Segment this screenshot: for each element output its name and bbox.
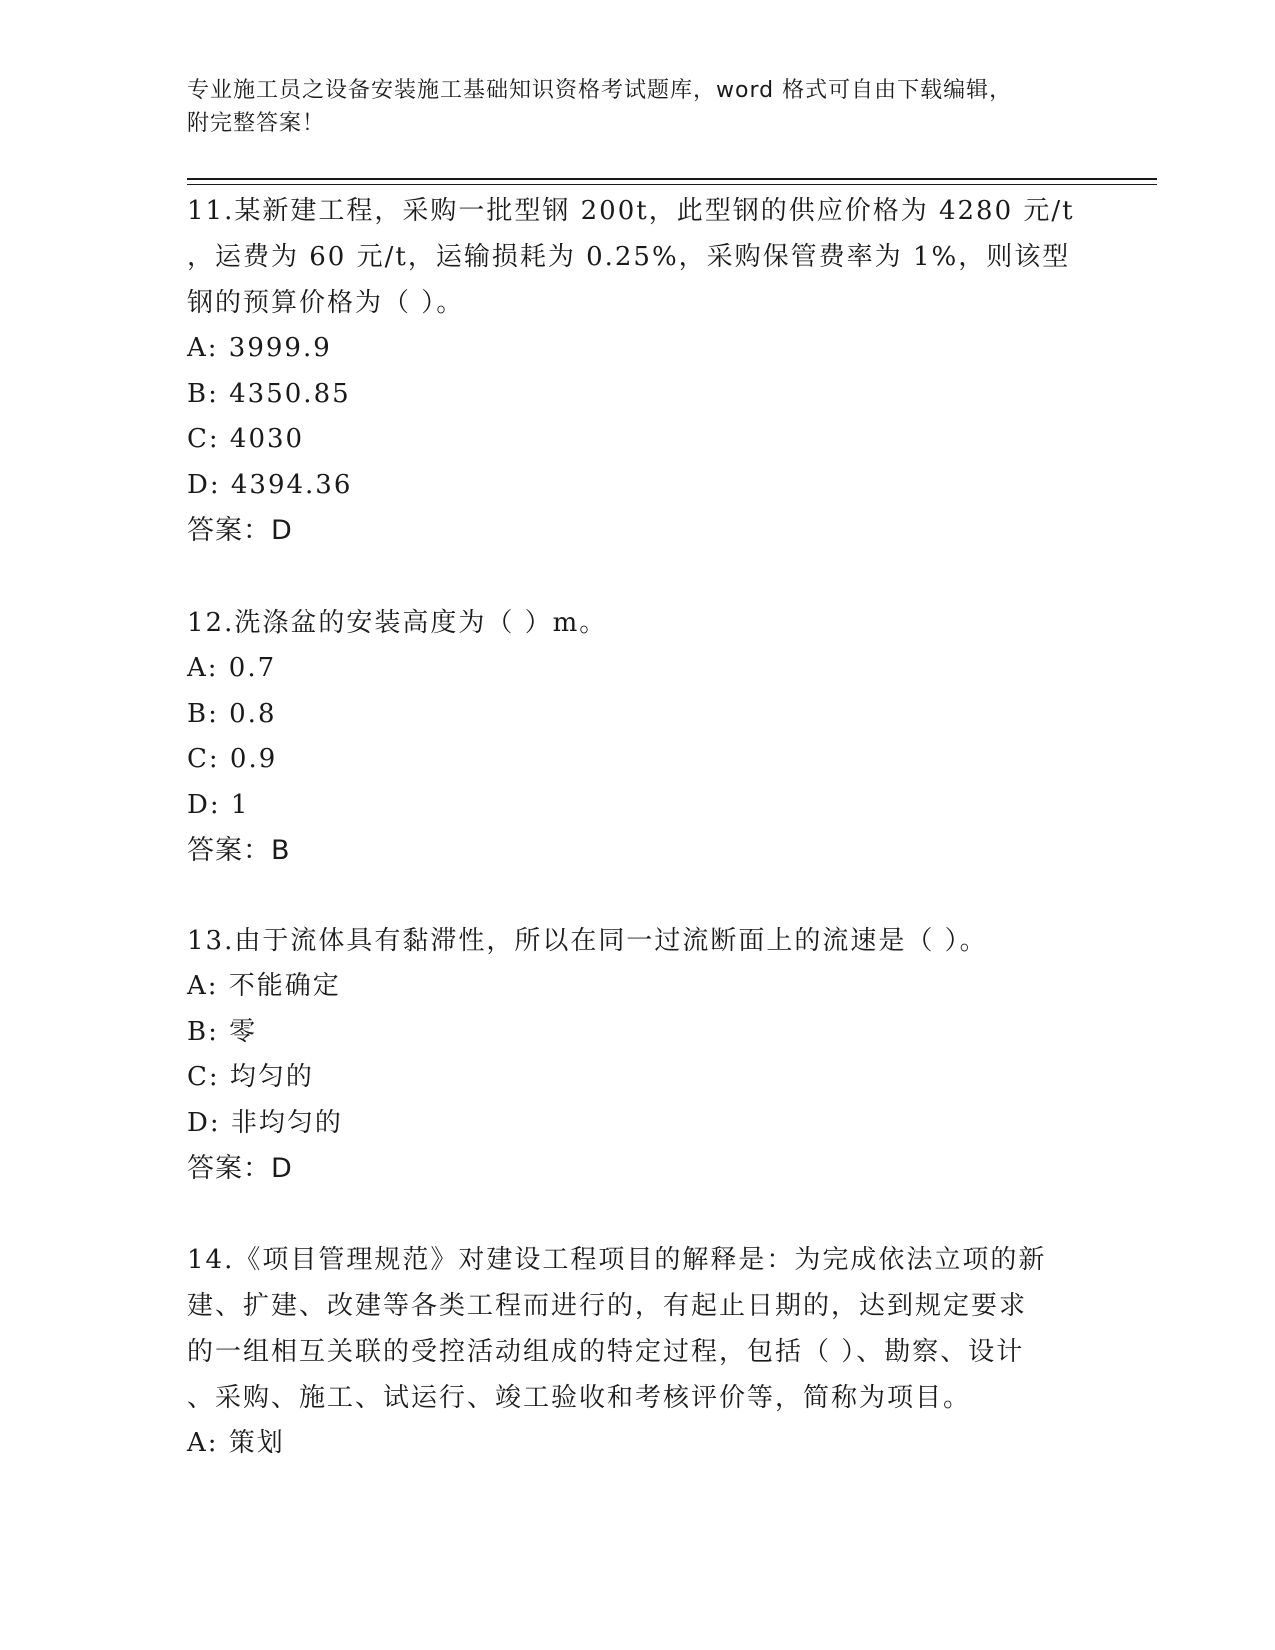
- document-header: 专业施工员之设备安装施工基础知识资格考试题库，word 格式可自由下载编辑， 附完整答案！: [187, 78, 1013, 136]
- question-stem: 14.《项目管理规范》对建设工程项目的解释是：为完成依法立项的新 建、扩建、改建等各类工程而进行的，有起止日期的，达到规定要求 的一组相互关联的受控活动组成的特定过程，包括（ ）、勘察、设计 、采购、施工、试运行、竣工验收和考核评价等，简称为项目。: [187, 1245, 1047, 1413]
- question-stem: 11.某新建工程，采购一批型钢 200t，此型钢的供应价格为 4280 元/t ，运费为 60 元/t，运输损耗为 0.25%，采购保管费率为 1%，则该型 钢的预算价格为（ ）。: [187, 196, 1075, 318]
- question-stem: 13.由于流体具有黏滞性，所以在同一过流断面上的流速是（ ）。: [187, 926, 988, 956]
- option-b: B: 4350.85: [187, 378, 351, 409]
- question-11: [187, 188, 1087, 554]
- answer: 答案：B: [187, 835, 291, 866]
- option-c: C: 0.9: [187, 744, 278, 774]
- question-stem: 12.洗涤盆的安装高度为（ ）m。: [187, 608, 608, 638]
- option-a: A: 策划: [187, 1428, 285, 1458]
- question-12: [187, 600, 1087, 874]
- answer: 答案：D: [187, 1153, 293, 1184]
- option-c: C: 均匀的: [187, 1062, 314, 1092]
- header-divider-thin: [187, 184, 1157, 185]
- option-b: B: 零: [187, 1016, 258, 1047]
- option-c: C: 4030: [187, 424, 305, 454]
- option-a: A: 不能确定: [187, 971, 341, 1001]
- option-b: B: 0.8: [187, 698, 277, 729]
- option-d: D: 非均匀的: [187, 1107, 343, 1138]
- option-a: A: 0.7: [187, 653, 277, 683]
- option-a: A: 3999.9: [187, 333, 332, 363]
- question-13: [187, 918, 1087, 1192]
- answer: 答案：D: [187, 515, 293, 546]
- question-14: [187, 1237, 1087, 1467]
- header-divider-thick: [187, 178, 1157, 180]
- option-d: D: 4394.36: [187, 469, 353, 500]
- option-d: D: 1: [187, 789, 250, 820]
